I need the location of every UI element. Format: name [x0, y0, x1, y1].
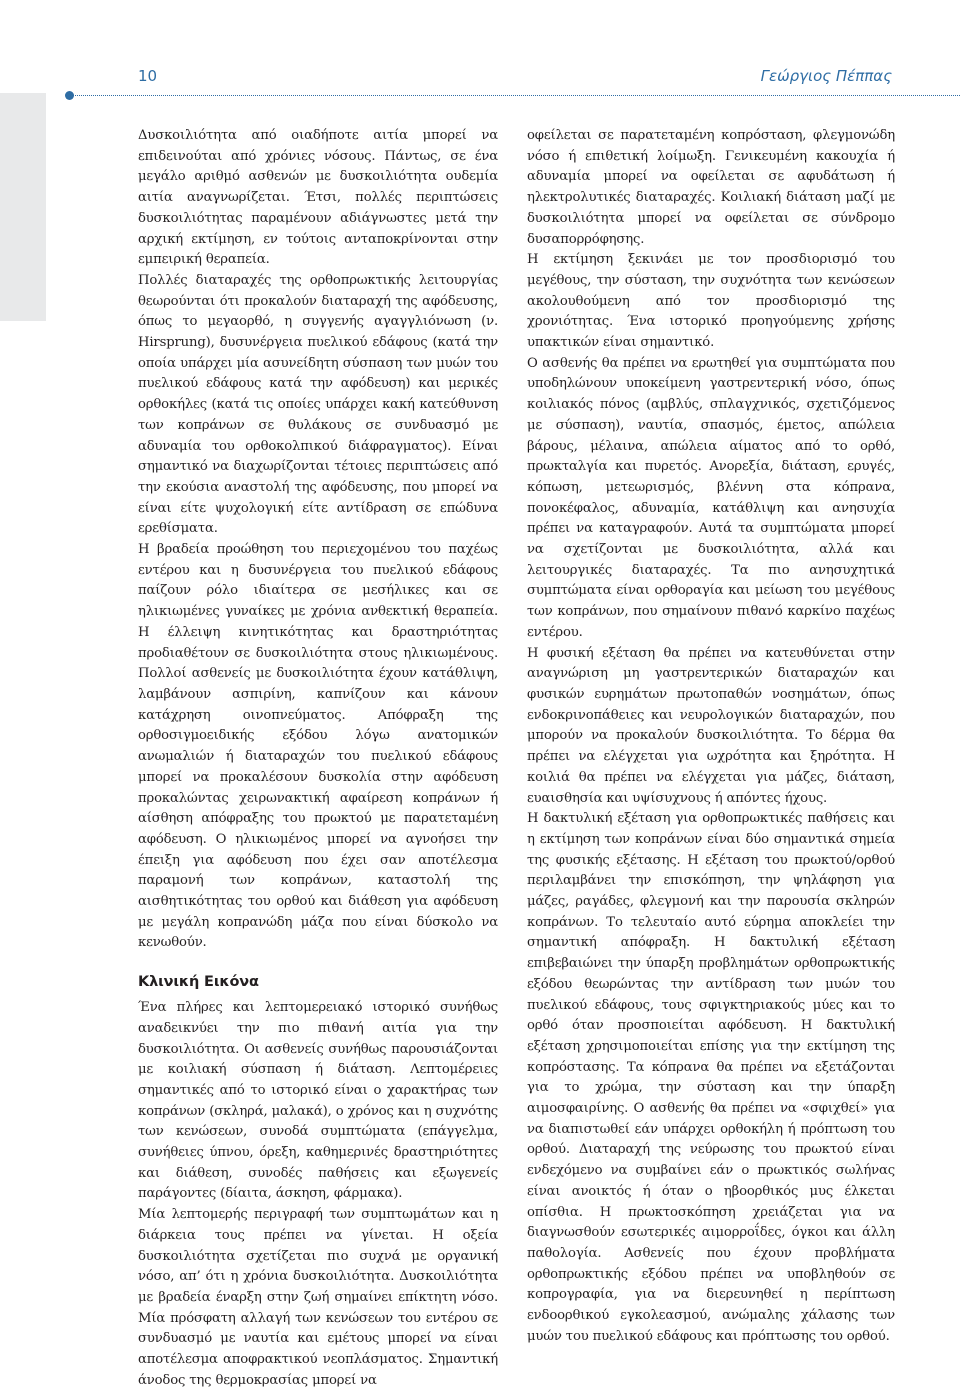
paragraph: Η εκτίμηση ξεκινάει με τον προσδιορισμό του μεγέθους, την σύσταση, την συχνότητα των κενώσεων ακολουθούμενη από τον προσδιορισμό της χρονιότητας. Ένα ιστορικό προηγούμενης χρήσης υπακτικών είναι σημαντικό. [527, 252, 895, 351]
paragraph: Μία λεπτομερής περιγραφή των συμπτωμάτων και η διάρκεια τους πρέπει να γίνεται. Η οξεία δυσκοιλιότητα σχετίζεται πιο συχνά με οργανική νόσο, απ’ ότι η χρόνια δυσκοιλιότητα. Δυσκοιλιότητα με βραδεία έναρξη στην ζωή σημαίνει επίκτητη νόσο. Μία πρόσφατη αλλαγή των κενώσεων του εντέρου σε συνδυασμό με ναυτία και εμέτους μπορεί να είναι αποτέλεσμα αποφρακτικού νεοπλάσματος. Σημαντική άνοδος της θερμοκρασίας μπορεί να [138, 1207, 498, 1388]
left-column [138, 126, 498, 1391]
paragraph: Η φυσική εξέταση θα πρέπει να κατευθύνεται στην αναγνώριση μη γαστρεντερικών διαταραχών και φυσικών ευρημάτων πρωτοπαθών νοσημάτων, όπως ενδοκρινοπάθειες και νευρολογικών διαταραχών, που μπορούν να προκαλούν δυσκοιλιότητα. Το δέρμα θα πρέπει να ελέγχεται για ωχρότητα και ξηρότητα. Η κοιλιά θα πρέπει να ελέγχεται για μάζες, διάταση, ευαισθησία και υψίσυχνους ή απόντες ήχους. [527, 645, 895, 806]
paragraph: Πολλές διαταραχές της ορθοπρωκτικής λειτουργίας θεωρούνται ότι προκαλούν διαταραχή της αφόδευσης, όπως το μεγαορθό, η συγγενής αγαγγλιόνωση (ν. Hirsprung), δυσυνέργεια πυελικού εδάφους (κατά την οποία υπάρχει μία ασυνείδητη σύσπαση των μυών του πυελικού εδάφους κατά την αφόδευση) και μερικές ορθοκήλες (κατά τις οποίες υπάρχει κακή κατεύθυνση των κοπράνων σε θυλάκους σε συνδυασμό με αδυναμία του ορθοκολπικού διάφραγματος). Είναι σημαντικό να διαχωρίζονται τέτοιες περιπτώσεις από την εκούσια αναστολή της αφόδευσης, που μπορεί να είναι είτε ψυχολογική είτε αντίδραση σε επώδυνα ερεθίσματα. [138, 272, 498, 537]
page-header [0, 0, 960, 110]
paragraph: Ο ασθενής θα πρέπει να ερωτηθεί για συμπτώματα που υποδηλώνουν υποκείμενη γαστρεντερική νόσο, όπως κοιλιακός πόνος (αμβλύς, σπλαγχνικός, σχετιζόμενος με σύσπαση), ναυτία, σπασμός, έμετος, απώλεια βάρους, μέλαινα, απώλεια αίματος από το ορθό, πρωκταλγία και πυρετός. Ανορεξία, διάταση, ερυγές, κόπωση, μετεωρισμός, βλέννη στα κόπρανα, πονοκέφαλος, αδυναμία, κατάθλιψη και ανησυχία πρέπει να καταγραφούν. Αυτά τα συμπτώματα μπορεί να σχετίζονται με δυσκοιλιότητα, αλλά και λειτουργικές διαταραχές. Τα πιο ανησυχητικά συμπτώματα είναι ορθοραγία και μείωση του μεγέθους των κοπράνων, που σημαίνουν πιθανό καρκίνο παχέως εντέρου. [527, 355, 895, 640]
paragraph: Η βραδεία προώθηση του περιεχομένου του παχέως εντέρου και η δυσυνέργεια του πυελικού εδάφους παίζουν ρόλο ιδιαίτερα σε μεσήλικες και σε ηλικιωμένες γυναίκες με χρόνια ανθεκτική θεραπεία. Η έλλειψη κινητικότητας και δραστηριότητας προδιαθέτουν σε δυσκοιλιότητα στους ηλικιωμένους. Πολλοί ασθενείς με δυσκοιλιότητα έχουν κατάθλιψη, λαμβάνουν ασπιρίνη, καπνίζουν και κάνουν κατάχρηση οινοπνεύματος. Απόφραξη της ορθοσιγμοειδικής εξόδου λόγω ανατομικών ανωμαλιών ή διαταραχών του πυελικού εδάφους μπορεί να προκαλέσουν δυσκολία στην αφόδευση προκαλώντας χειρωνακτική αφαίρεση κοπράνων ή αίσθηση απόφραξης του πρωκτού με παρατεταμένη αφόδευση. Ο ηλικιωμένος μπορεί να αγνοήσει την έπειξη για αφόδευση που έχει σαν αποτέλεσμα παραμονή των κοπράνων, καταστολή της αισθητικότητας του ορθού και διάθεση για αφόδευση με μεγάλη κοπρανώδη μάζα που είναι δύσκολο να κενωθούν. [138, 542, 498, 951]
paragraph: Ένα πλήρες και λεπτομερειακό ιστορικό συνήθως αναδεικνύει την πιο πιθανή αιτία για την δυσκοιλιότητα. Οι ασθενείς συνήθως παρουσιάζονται με κοιλιακή σύσπαση ή διάταση. Λεπτομέρειες σημαντικές από το ιστορικό είναι ο χαρακτήρας των κοπράνων (σκληρά, μαλακά), ο χρόνος και η συχνότης των κενώσεων, συνοδά συμπτώματα (επάγγελμα, συνήθειες ύπνου, όρεξη, καθημερινές δραστηριότητες και διάθεση, συνοδές παθήσεις και εξωγενείς παράγοντες (δίαιτα, άσκηση, φάρμακα). [138, 1000, 498, 1202]
right-column [527, 126, 895, 1347]
side-tab-marker [0, 93, 46, 321]
paragraph: Η δακτυλική εξέταση για ορθοπρωκτικές παθήσεις και η εκτίμηση των κοπράνων είναι δύο σημαντικά σημεία της φυσικής εξέτασης. Η εξέταση του πρωκτού/ορθού περιλαμβάνει την επισκόπηση, την ψηλάφηση για μάζες, ραγάδες, φλεγμονή και την παρουσία σκληρών κοπράνων. Το τελευταίο αυτό εύρημα αποκλείει την σημαντική απόφραξη. Η δακτυλική εξέταση επιβεβαιώνει την ύπαρξη προβλημάτων ορθοπρωκτικής εξόδου θεωρώντας την αντίδραση των μυών του πυελικού εδάφους, τους σφιγκτηριακούς μύες και το ορθό όταν προσποιείται αφόδευση. Η δακτυλική εξέταση χρησιμοποιείται επίσης για την εκτίμηση της κοπρόστασης. Τα κόπρανα θα πρέπει να εξετάζονται για το χρώμα, την σύσταση και την ύπαρξη αιμοσφαιρίνης. Ο ασθενής θα πρέπει να «σφιχθεί» για να διαπιστωθεί εάν υπάρχει ορθοκήλη ή πρόπτωση του ορθού. Διαταραχή της νεύρωσης του πρωκτού είναι ενδεχόμενο να συμβαίνει εάν ο πρωκτικός σωλήνας είναι ανοικτός ή όταν ο ηβοορθικός μυς έλκεται οπίσθια. Η πρωκτοσκόπηση χρειάζεται για να διαγνωσθούν εσωτερικές αιμορροΐδες, όγκοι και άλλη παθολογία. Ασθενείς που έχουν προβλήματα ορθοπρωκτικής εξόδου πρέπει να υποβληθούν σε κοπρογραφία, για να διερευνηθεί η περίπτωση ενδοορθικού εγκολεασμού, ανώμαλης χάλασης των μυών του πυελικού εδάφους και πρόπτωσης του ορθού. [527, 811, 895, 1344]
header-rule [70, 95, 960, 96]
section-heading: Κλινική Εικόνα [138, 974, 259, 991]
running-head-author: Γεώργιος Πέππας [760, 67, 892, 85]
page-number: 10 [138, 67, 158, 85]
header-rule-dot [65, 91, 74, 100]
paragraph: οφείλεται σε παρατεταμένη κοπρόσταση, φλεγμονώδη νόσο ή επιθετική λοίμωξη. Γενικευμένη κακουχία ή αδυναμία μπορεί να οφείλεται σε αφυδάτωση ή ηλεκτρολυτικές διαταραχές. Κοιλιακή διάταση μαζί με δυσκοιλιότητα μπορεί να οφείλεται σε σύνδρομο δυσαπορρόφησης. [527, 128, 895, 247]
paragraph: Δυσκοιλιότητα από οιαδήποτε αιτία μπορεί να επιδεινούται από χρόνιες νόσους. Πάντως, σε ένα μεγάλο αριθμό ασθενών με δυσκοιλιότητα ουδεμία αιτία αναγνωρίζεται. Έτσι, πολλές περιπτώσεις δυσκοιλιότητας παραμένουν αδιάγνωστες μετά την αρχική εκτίμηση, εν τούτοις ανταποκρίνονται στην εμπειρική θεραπεία. [138, 128, 498, 268]
